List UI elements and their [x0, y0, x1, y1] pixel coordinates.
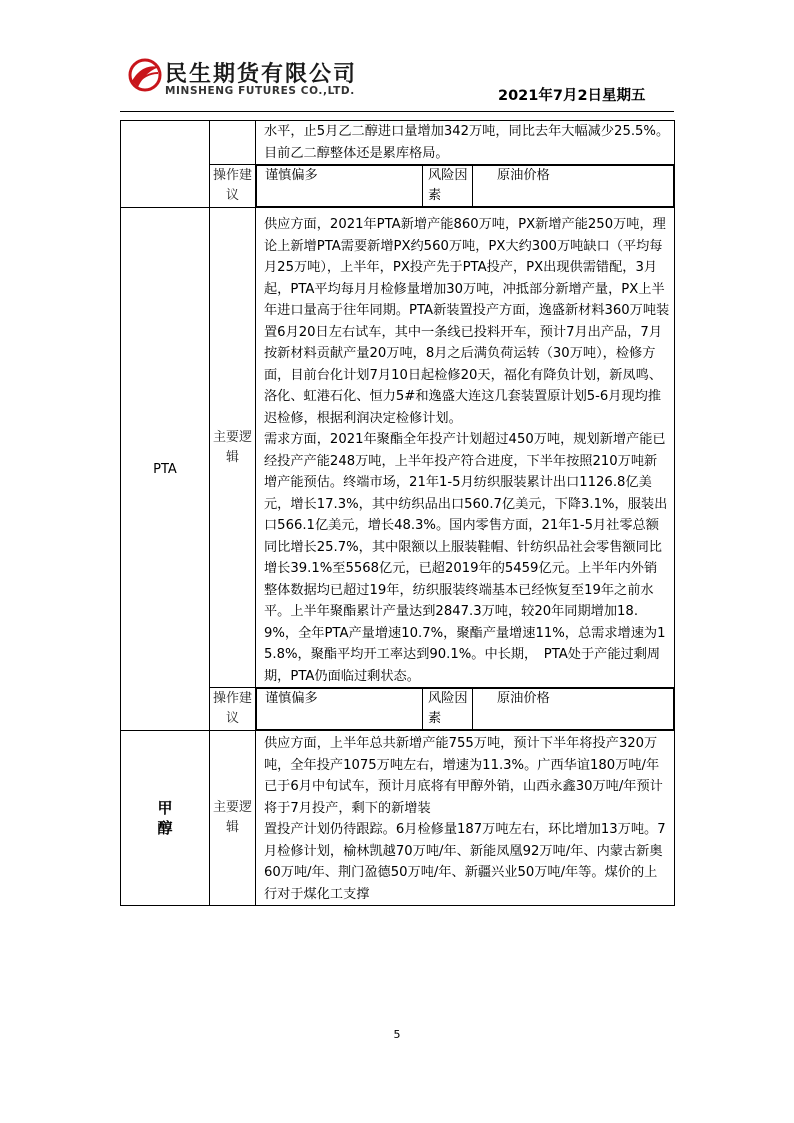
action-label: 操作建议: [210, 688, 256, 731]
page-number: 5: [393, 1028, 401, 1041]
section-pta: PTA: [121, 208, 210, 731]
maintenance-paragraph: 置投产计划仍待跟踪。6月检修量187万吨左右，环比增加13万吨。7月检修计划，榆林凯越70万吨/年、新能凤凰92万吨/年、内蒙古新奥60万吨/年、荆门盈德50万吨/年、新疆兴业50万吨/年等。煤价的上行对于煤化工支撑: [264, 822, 666, 902]
report-date: 2021年7月2日星期五: [498, 88, 646, 104]
table-row: [121, 208, 675, 688]
label-cell-empty: [210, 121, 256, 165]
analysis-table: [120, 120, 675, 906]
risk-label: 风险因素: [423, 166, 473, 207]
section-name-line: 甲: [157, 799, 173, 817]
table-row: [121, 121, 675, 165]
table-row: [121, 731, 675, 906]
supply-paragraph: 供应方面，上半年总共新增产能755万吨，预计下半年将投产320万吨，全年投产1075万吨左右，增速为11.3%。广西华谊180万吨/年已于6月中旬试车，预计月底将有甲醇外销，山西永鑫30万吨/年预计将于7月投产，剩下的新增装: [264, 736, 663, 816]
logic-label: 主要逻辑: [210, 731, 256, 906]
logo-swoosh-icon: [128, 57, 162, 93]
action-label: 操作建议: [210, 165, 256, 208]
company-name-en: MINSHENG FUTURES CO.,LTD.: [165, 85, 355, 97]
company-name-cn: 民生期货有限公司: [165, 62, 358, 87]
action-value: 谨慎偏多: [257, 166, 423, 207]
section-methanol: [121, 731, 210, 906]
header-rule: [120, 111, 674, 112]
logic-label: 主要逻辑: [210, 208, 256, 688]
action-risk-cell: [256, 688, 675, 731]
risk-value: 原油价格: [473, 689, 674, 730]
company-logo: [128, 53, 368, 103]
supply-paragraph: 供应方面，2021年PTA新增产能860万吨，PX新增产能250万吨，理论上新增PTA需要新增PX约560万吨，PX大约300万吨缺口（平均每月25万吨），上半年，PX投产先于PTA投产，PX出现供需错配，3月起，PTA平均每月月检修量增加30万吨，冲抵部分新增产量，PX上半年进口量高于往年同期。PTA新装置投产方面，逸盛新材料360万吨装置6月20日左右试车，其中一条线已投料开车，预计7月出产品，7月按新材料贡献产量20万吨，8月之后满负荷运转（30万吨），检修方面，目前台化计划7月10日起检修20天，福化有降负计划，新凤鸣、洛化、虹港石化、恒力5#和逸盛大连这几套装置原计划5-6月现均推迟检修，根据利润决定检修计划。: [264, 217, 670, 426]
logic-text-cell: [256, 121, 675, 165]
risk-value: 原油价格: [473, 166, 674, 207]
logic-text-cell: [256, 731, 675, 906]
section-name-line: 醇: [157, 819, 173, 837]
demand-paragraph: 需求方面，2021年聚酯全年投产计划超过450万吨，规划新增产能已经投产产能248万吨，上半年投产符合进度，下半年按照210万吨新增产能预估。终端市场，21年1-5月纺织服装累计出口1126.8亿美元，增长17.3%，其中纺织品出口560.7亿美元，下降3.1%，服装出口566.1亿美元，增长48.3%。国内零售方面，21年1-5月社零总额同比增长25.7%，其中限额以上服装鞋帽、针纺织品社会零售额同比增长39.1%至5568亿元，已超2019年的5459亿元。上半年内外销整体数据均已超过19年，纺织服装终端基本已经恢复至19年之前水平。上半年聚酯累计产量达到2847.3万吨，较20年同期增加18.9%，全年PTA产量增速10.7%，聚酯产量增速11%，总需求增速为15.8%，聚酯平均开工率达到90.1%。中长期， PTA处于产能过剩周期，PTA仍面临过剩状态。: [264, 432, 668, 684]
action-risk-cell: [256, 165, 675, 208]
risk-label: 风险因素: [423, 689, 473, 730]
section-cell-empty: [121, 121, 210, 208]
logic-paragraph: 水平，止5月乙二醇进口量增加342万吨，同比去年大幅减少25.5%。目前乙二醇整体还是累库格局。: [264, 124, 670, 161]
action-value: 谨慎偏多: [257, 689, 423, 730]
logic-text-cell: [256, 208, 675, 688]
